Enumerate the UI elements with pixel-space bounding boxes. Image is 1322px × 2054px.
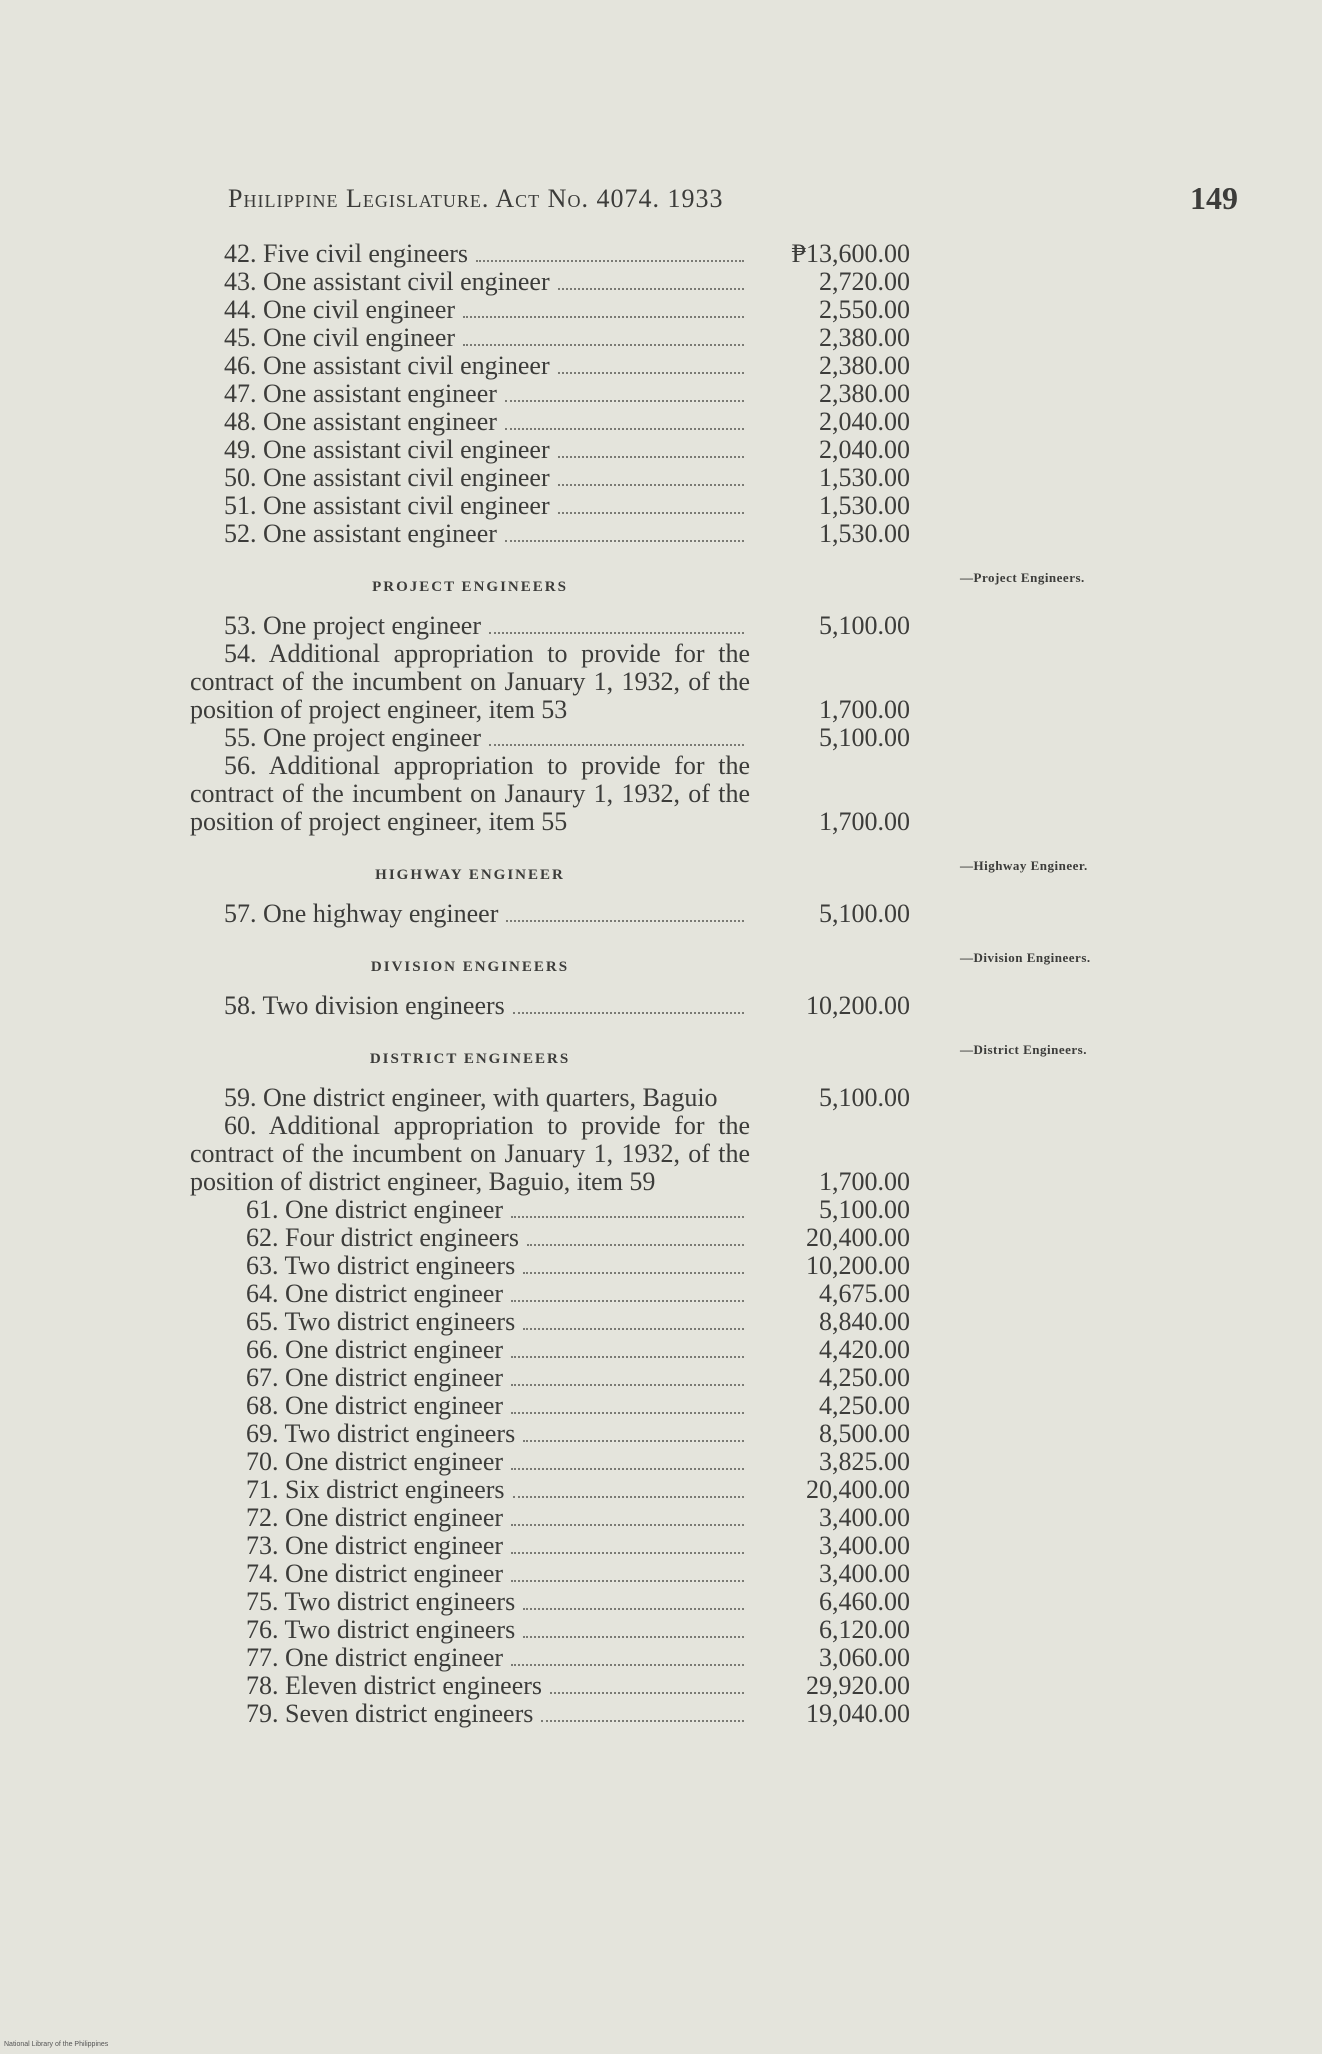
list-item bbox=[190, 408, 970, 436]
item-label: 55. One project engineer bbox=[224, 724, 482, 752]
item-amount: 2,380.00 bbox=[819, 323, 910, 352]
item-amount: 2,040.00 bbox=[819, 407, 910, 436]
item-label: 69. Two district engineers bbox=[246, 1420, 516, 1448]
list-item bbox=[190, 1420, 970, 1448]
list-item bbox=[190, 1112, 970, 1196]
item-amount: 3,825.00 bbox=[819, 1447, 910, 1476]
list-item bbox=[190, 1532, 970, 1560]
item-amount: 4,250.00 bbox=[819, 1363, 910, 1392]
item-label: 75. Two district engineers bbox=[246, 1588, 516, 1616]
item-amount: 20,400.00 bbox=[806, 1223, 910, 1252]
list-item bbox=[190, 1252, 970, 1280]
list-item bbox=[190, 352, 970, 380]
item-amount: 2,380.00 bbox=[819, 379, 910, 408]
list-item bbox=[190, 1672, 970, 1700]
list-item bbox=[190, 992, 970, 1020]
item-amount: 3,400.00 bbox=[819, 1559, 910, 1588]
list-item bbox=[190, 324, 970, 352]
list-item bbox=[190, 1476, 970, 1504]
list-item bbox=[190, 640, 970, 724]
item-label: 73. One district engineer bbox=[246, 1532, 504, 1560]
appropriation-list bbox=[190, 239, 1091, 1728]
list-item bbox=[190, 1364, 970, 1392]
item-label: 43. One assistant civil engineer bbox=[224, 268, 550, 296]
item-text: 54. Additional appropriation to provide for the contract of the incumbent on January 1, 1932, of the position of project engineer, item 53 bbox=[190, 639, 750, 724]
item-amount: 1,700.00 bbox=[819, 695, 910, 724]
item-amount: 4,420.00 bbox=[819, 1335, 910, 1364]
item-label: 45. One civil engineer bbox=[224, 324, 456, 352]
item-label: 63. Two district engineers bbox=[246, 1252, 516, 1280]
list-item bbox=[190, 1084, 970, 1112]
item-text: 59. One district engineer, with quarters, Baguio bbox=[224, 1083, 718, 1112]
list-item bbox=[190, 724, 970, 752]
item-label: 58. Two division engineers bbox=[224, 992, 505, 1020]
item-label: 47. One assistant engineer bbox=[224, 380, 497, 408]
list-item bbox=[190, 1644, 970, 1672]
section-district-engineers bbox=[190, 1034, 1087, 1084]
item-amount: 8,840.00 bbox=[819, 1307, 910, 1336]
item-amount: 1,530.00 bbox=[819, 519, 910, 548]
item-amount: 19,040.00 bbox=[806, 1699, 910, 1728]
item-label: 76. Two district engineers bbox=[246, 1616, 516, 1644]
section-heading: HIGHWAY ENGINEER bbox=[375, 867, 565, 883]
item-label: 79. Seven district engineers bbox=[246, 1700, 534, 1728]
section-heading: DISTRICT ENGINEERS bbox=[369, 1051, 571, 1067]
list-item bbox=[190, 1224, 970, 1252]
list-item bbox=[190, 380, 970, 408]
section-division-engineers bbox=[190, 942, 1091, 992]
list-item bbox=[190, 1504, 970, 1532]
list-item bbox=[190, 464, 970, 492]
page-number: 149 bbox=[1190, 180, 1238, 216]
item-label: 71. Six district engineers bbox=[246, 1476, 505, 1504]
item-text: 60. Additional appropriation to provide for the contract of the incumbent on January 1, 1932, of the position of district engineer, Baguio, item 59 bbox=[190, 1111, 750, 1196]
block-district-engineers bbox=[190, 1196, 970, 1728]
item-text: 56. Additional appropriation to provide for the contract of the incumbent on Janaury 1, 1932, of the position of project engineer, item 55 bbox=[190, 751, 750, 836]
list-item bbox=[190, 492, 970, 520]
item-amount: 1,700.00 bbox=[819, 1167, 910, 1196]
item-label: 61. One district engineer bbox=[246, 1196, 504, 1224]
item-amount: 20,400.00 bbox=[806, 1475, 910, 1504]
item-amount: 5,100.00 bbox=[819, 1083, 910, 1112]
section-heading: DIVISION ENGINEERS bbox=[370, 959, 570, 975]
item-label: 74. One district engineer bbox=[246, 1560, 504, 1588]
item-label: 46. One assistant civil engineer bbox=[224, 352, 550, 380]
block-civil-engineers bbox=[190, 240, 970, 548]
item-amount: 4,675.00 bbox=[819, 1279, 910, 1308]
list-item bbox=[190, 1560, 970, 1588]
item-amount: 2,550.00 bbox=[819, 295, 910, 324]
item-label: 72. One district engineer bbox=[246, 1504, 504, 1532]
list-item bbox=[190, 296, 970, 324]
item-amount: 4,250.00 bbox=[819, 1391, 910, 1420]
item-amount: 5,100.00 bbox=[819, 723, 910, 752]
list-item bbox=[190, 1616, 970, 1644]
item-amount: ₱13,600.00 bbox=[791, 239, 910, 268]
item-label: 42. Five civil engineers bbox=[224, 240, 469, 268]
item-amount: 3,400.00 bbox=[819, 1503, 910, 1532]
item-label: 57. One highway engineer bbox=[224, 900, 499, 928]
item-label: 44. One civil engineer bbox=[224, 296, 456, 324]
item-label: 66. One district engineer bbox=[246, 1336, 504, 1364]
item-amount: 5,100.00 bbox=[819, 611, 910, 640]
running-head: Philippine Legislature. Act No. 4074. 1933 bbox=[228, 184, 724, 213]
list-item bbox=[190, 240, 970, 268]
item-label: 64. One district engineer bbox=[246, 1280, 504, 1308]
item-amount: 6,460.00 bbox=[819, 1587, 910, 1616]
item-label: 50. One assistant civil engineer bbox=[224, 464, 550, 492]
item-amount: 1,530.00 bbox=[819, 491, 910, 520]
item-label: 52. One assistant engineer bbox=[224, 520, 497, 548]
item-label: 77. One district engineer bbox=[246, 1644, 504, 1672]
margin-note: —Project Engineers. bbox=[960, 570, 1085, 585]
list-item bbox=[190, 520, 970, 548]
item-amount: 10,200.00 bbox=[806, 1251, 910, 1280]
item-amount: 6,120.00 bbox=[819, 1615, 910, 1644]
list-item bbox=[190, 1280, 970, 1308]
item-amount: 2,040.00 bbox=[819, 435, 910, 464]
list-item bbox=[190, 1336, 970, 1364]
item-amount: 1,700.00 bbox=[819, 807, 910, 836]
list-item bbox=[190, 436, 970, 464]
item-amount: 5,100.00 bbox=[819, 899, 910, 928]
item-amount: 3,400.00 bbox=[819, 1531, 910, 1560]
list-item bbox=[190, 612, 970, 640]
margin-note: —Highway Engineer. bbox=[960, 858, 1088, 873]
item-label: 70. One district engineer bbox=[246, 1448, 504, 1476]
margin-note: —Division Engineers. bbox=[960, 950, 1091, 965]
list-item bbox=[190, 1392, 970, 1420]
item-amount: 29,920.00 bbox=[806, 1671, 910, 1700]
section-project-engineers bbox=[190, 562, 1085, 612]
item-label: 68. One district engineer bbox=[246, 1392, 504, 1420]
item-amount: 2,720.00 bbox=[819, 267, 910, 296]
item-label: 78. Eleven district engineers bbox=[246, 1672, 543, 1700]
section-highway-engineer bbox=[190, 850, 1088, 900]
item-amount: 3,060.00 bbox=[819, 1643, 910, 1672]
list-item bbox=[190, 1588, 970, 1616]
list-item bbox=[190, 1448, 970, 1476]
margin-note: —District Engineers. bbox=[960, 1042, 1087, 1057]
item-amount: 8,500.00 bbox=[819, 1419, 910, 1448]
item-label: 65. Two district engineers bbox=[246, 1308, 516, 1336]
section-heading: PROJECT ENGINEERS bbox=[372, 579, 568, 595]
item-label: 48. One assistant engineer bbox=[224, 408, 497, 436]
item-amount: 1,530.00 bbox=[819, 463, 910, 492]
item-amount: 2,380.00 bbox=[819, 351, 910, 380]
footer-credit: National Library of the Philippines bbox=[4, 2041, 109, 2048]
item-label: 62. Four district engineers bbox=[246, 1224, 519, 1252]
item-label: 49. One assistant civil engineer bbox=[224, 436, 550, 464]
list-item bbox=[190, 1308, 970, 1336]
item-label: 53. One project engineer bbox=[224, 612, 482, 640]
item-amount: 5,100.00 bbox=[819, 1195, 910, 1224]
list-item bbox=[190, 1700, 970, 1728]
item-label: 67. One district engineer bbox=[246, 1364, 504, 1392]
list-item bbox=[190, 268, 970, 296]
item-amount: 10,200.00 bbox=[806, 991, 910, 1020]
list-item bbox=[190, 752, 970, 836]
item-label: 51. One assistant civil engineer bbox=[224, 492, 550, 520]
list-item bbox=[190, 900, 970, 928]
list-item bbox=[190, 1196, 970, 1224]
page-header bbox=[228, 180, 1238, 224]
